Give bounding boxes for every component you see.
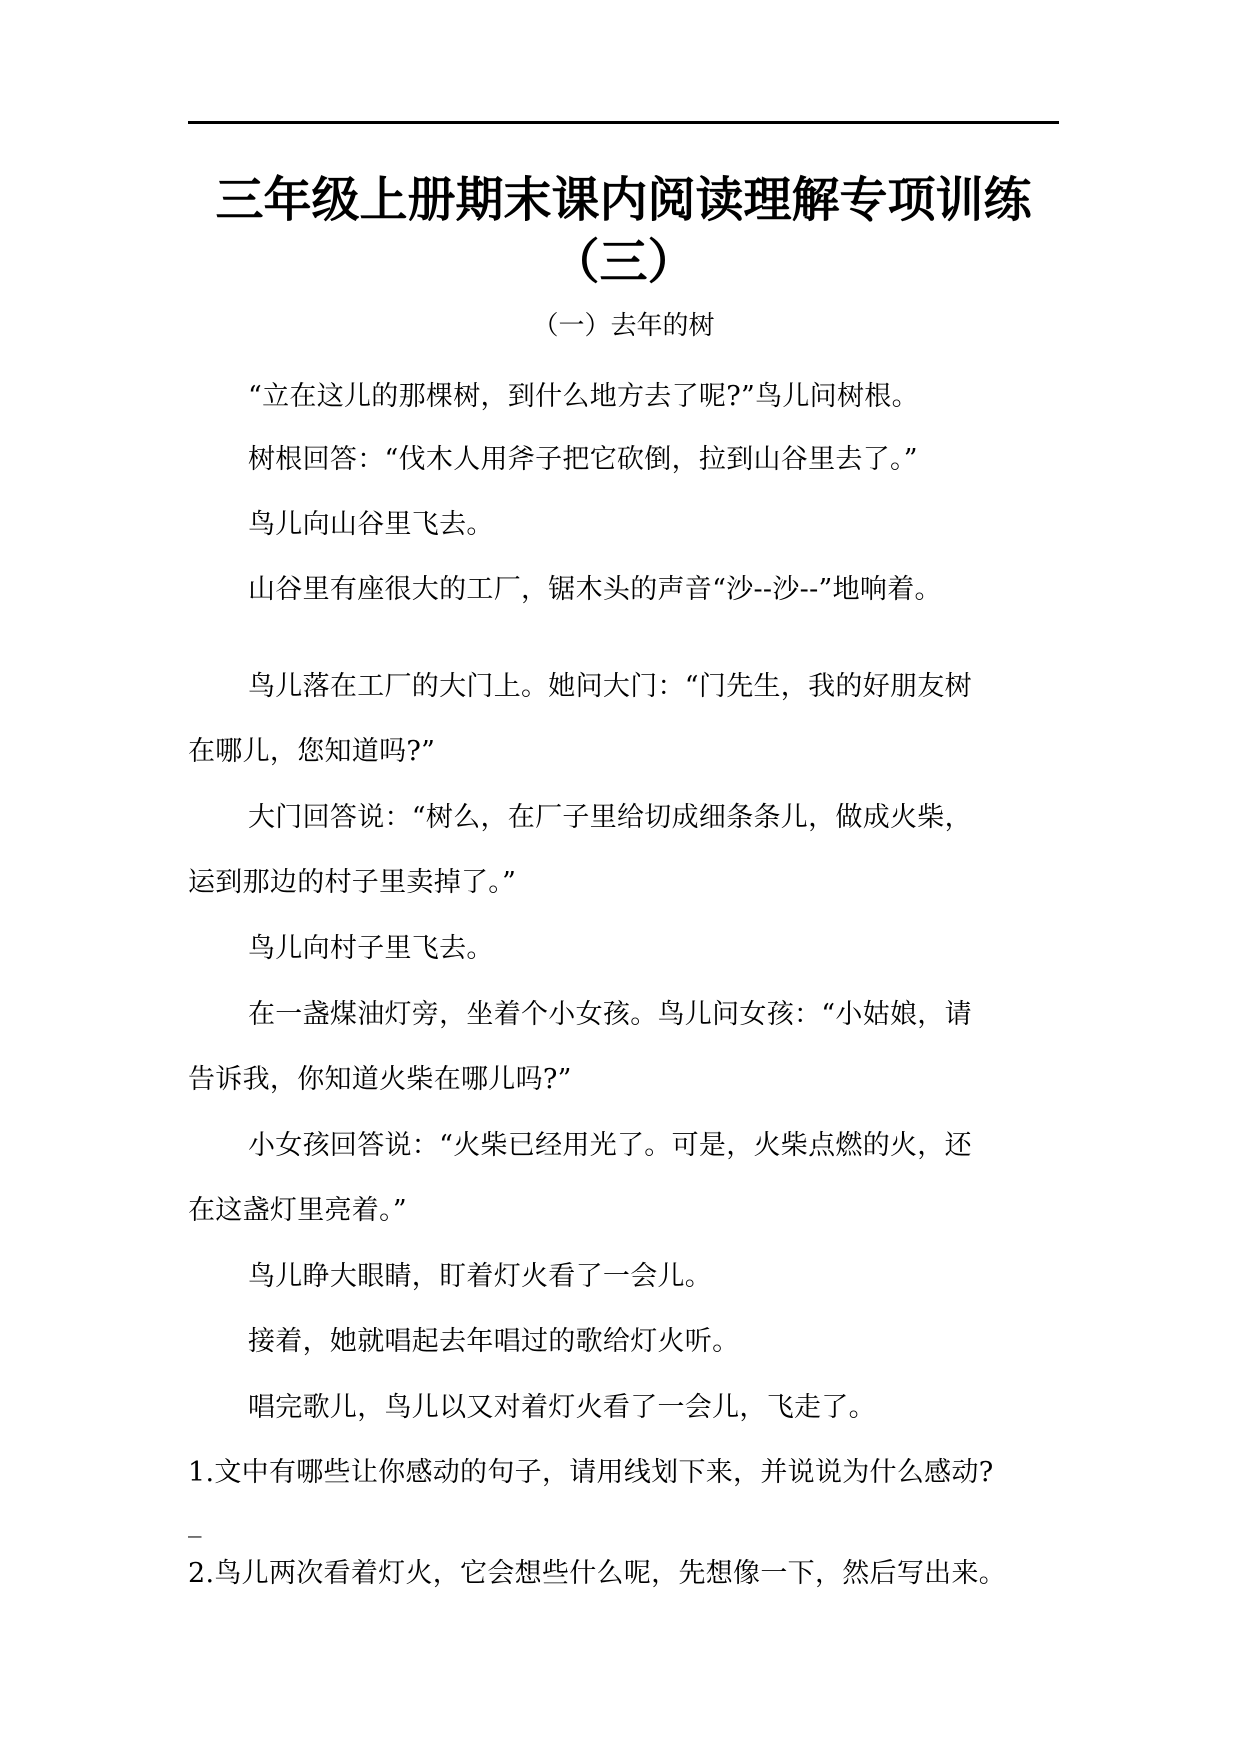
paragraph: 鸟儿睁大眼睛，盯着灯火看了一会儿。: [248, 1261, 713, 1292]
paragraph-continued: 在这盏灯里亮着。”: [188, 1195, 408, 1226]
paragraph-continued: 告诉我，你知道火柴在哪儿吗?”: [188, 1064, 572, 1095]
question-2: 2.鸟儿两次看着灯火，它会想些什么呢，先想像一下，然后写出来。: [188, 1558, 1007, 1589]
paragraph: 在一盏煤油灯旁，坐着个小女孩。鸟儿问女孩：“小姑娘，请: [248, 999, 972, 1030]
header-rule: [188, 121, 1059, 124]
paragraph: 小女孩回答说：“火柴已经用光了。可是，火柴点燃的火，还: [248, 1130, 972, 1161]
page-title: 三年级上册期末课内阅读理解专项训练: [215, 172, 1032, 228]
paragraph: 大门回答说：“树么，在厂子里给切成细条条儿，做成火柴，: [248, 802, 972, 833]
page-title-number: （三）: [551, 234, 696, 290]
paragraph-continued: 运到那边的村子里卖掉了。”: [188, 867, 517, 898]
paragraph-continued: 在哪儿，您知道吗?”: [188, 736, 436, 767]
paragraph: 接着，她就唱起去年唱过的歌给灯火听。: [248, 1326, 740, 1357]
paragraph: 山谷里有座很大的工厂，锯木头的声音“沙--沙--”地响着。: [248, 574, 942, 605]
section-title: （一）去年的树: [532, 311, 715, 341]
paragraph: 树根回答：“伐木人用斧子把它砍倒，拉到山谷里去了。”: [248, 444, 918, 475]
answer-blank: _: [188, 1507, 202, 1538]
question-1: 1.文中有哪些让你感动的句子，请用线划下来，并说说为什么感动?: [188, 1457, 994, 1488]
paragraph: 鸟儿向山谷里飞去。: [248, 509, 494, 540]
paragraph: 唱完歌儿，鸟儿以又对着灯火看了一会儿，飞走了。: [248, 1392, 876, 1423]
paragraph: “立在这儿的那棵树，到什么地方去了呢?”鸟儿问树根。: [248, 381, 919, 412]
paragraph: 鸟儿向村子里飞去。: [248, 933, 494, 964]
paragraph: 鸟儿落在工厂的大门上。她问大门：“门先生，我的好朋友树: [248, 671, 972, 702]
